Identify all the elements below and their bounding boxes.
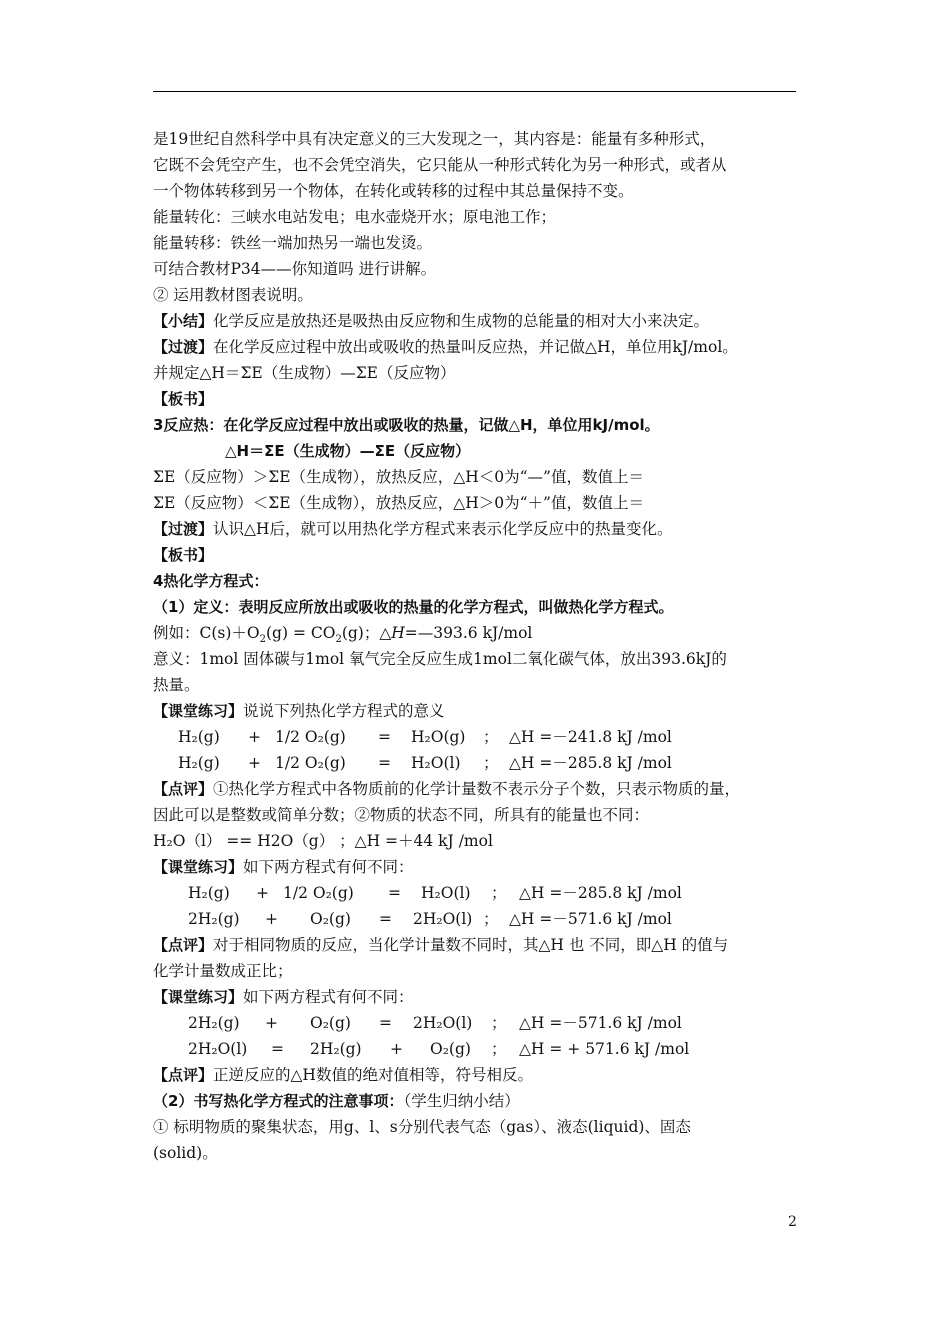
example-line: 例如：$C(s)+O_2(g) = CO_2(g)$；△H=—393.6 kJ/mol (153, 624, 533, 646)
paragraph-line: ΣE（反应物）＜ΣE（生成物），放热反应，△H＞0为“＋”值，数值上＝ (153, 494, 644, 512)
equation-row: 2H₂O(l) = 2H₂(g) + O₂(g) ； △H = + 571.6 kJ /mol (188, 1040, 690, 1058)
section-tag: 【点评】 (153, 1066, 214, 1084)
section-tag: 【小结】 (153, 312, 214, 330)
paragraph-line: ① 标明物质的聚集状态，用g、l、s分别代表气态（gas）、液态(liquid)、固态 (153, 1118, 691, 1136)
summary-line: 【小结】化学反应是放热还是吸热由反应物和生成物的总能量的相对大小来决定。 (153, 312, 710, 330)
heading-reaction-heat: 3反应热：在化学反应过程中放出或吸收的热量，记做△H，单位用kJ/mol。 (153, 416, 660, 434)
section-tag: 【板书】 (153, 546, 214, 564)
section-tag: 【点评】 (153, 936, 214, 954)
section-tag: 【课堂练习】 (153, 988, 244, 1006)
definition-line: （1）定义：表明反应所放出或吸收的热量的化学方程式，叫做热化学方程式。 (153, 598, 674, 616)
paragraph-line: 可结合教材P34——你知道吗 进行讲解。 (153, 260, 437, 278)
section-tag: 【过渡】 (153, 520, 214, 538)
equation-row: H₂(g) + 1/2 O₂(g) = H₂O(l) ； △H =－285.8 kJ /mol (178, 754, 672, 772)
paragraph-line: 化学计量数成正比； (153, 962, 293, 980)
transition-line: 【过渡】认识△H后，就可以用热化学方程式来表示化学反应中的热量变化。 (153, 520, 673, 538)
section-tag: 【课堂练习】 (153, 702, 244, 720)
document-body (153, 126, 803, 1166)
section-tag: 【过渡】 (153, 338, 214, 356)
heading-thermo-equation: 4热化学方程式： (153, 572, 269, 590)
paragraph-line: ΣE（反应物）＞ΣE（生成物），放热反应，△H＜0为“—”值，数值上＝ (153, 468, 644, 486)
exercise-line: 【课堂练习】如下两方程式有何不同： (153, 858, 414, 876)
paragraph-line: 一个物体转移到另一个物体，在转化或转移的过程中其总量保持不变。 (153, 182, 634, 200)
exercise-line: 【课堂练习】如下两方程式有何不同： (153, 988, 414, 1006)
paragraph-line: 因此可以是整数或简单分数；②物质的状态不同，所具有的能量也不同： (153, 806, 650, 824)
comment-line: 【点评】正逆反应的△H数值的绝对值相等，符号相反。 (153, 1066, 533, 1084)
comment-line: 【点评】对于相同物质的反应，当化学计量数不同时，其△H 也 不同，即△H 的值与 (153, 936, 729, 954)
paragraph-line: 意义：1mol 固体碳与1mol 氧气完全反应生成1mol二氧化碳气体，放出393.6kJ的 (153, 650, 727, 668)
paragraph-line: (solid)。 (153, 1144, 218, 1162)
paragraph-line: 它既不会凭空产生，也不会凭空消失，它只能从一种形式转化为另一种形式，或者从 (153, 156, 727, 174)
equation-line: H₂O（l） == H2O（g） ；△H =＋44 kJ /mol (153, 832, 493, 850)
transition-line: 【过渡】在化学反应过程中放出或吸收的热量叫反应热，并记做△H，单位用kJ/mol。 (153, 338, 738, 356)
section-tag: 【板书】 (153, 390, 214, 408)
equation-row: H₂(g) + 1/2 O₂(g) = H₂O(l) ； △H =－285.8 kJ /mol (188, 884, 682, 902)
paragraph-line: 并规定△H＝ΣE（生成物）—ΣE（反应物） (153, 364, 456, 382)
notes-heading: （2）书写热化学方程式的注意事项：（学生归纳小结） (153, 1092, 520, 1110)
section-tag: 【课堂练习】 (153, 858, 244, 876)
header-rule (153, 91, 796, 92)
paragraph-line: 能量转移：铁丝一端加热另一端也发烫。 (153, 234, 433, 252)
comment-line: 【点评】①热化学方程式中各物质前的化学计量数不表示分子个数，只表示物质的量， (153, 780, 741, 798)
paragraph-line: ② 运用教材图表说明。 (153, 286, 313, 304)
equation-row: 2H₂(g) + O₂(g) = 2H₂O(l) ； △H =－571.6 kJ /mol (188, 910, 672, 928)
paragraph-line: 热量。 (153, 676, 200, 694)
formula-line: △H＝ΣE（生成物）—ΣE（反应物） (225, 442, 471, 460)
exercise-line: 【课堂练习】说说下列热化学方程式的意义 (153, 702, 445, 720)
page-number: 2 (788, 1214, 797, 1230)
paragraph-line: 是19世纪自然科学中具有决定意义的三大发现之一，其内容是：能量有多种形式， (153, 130, 716, 148)
paragraph-line: 能量转化：三峡水电站发电；电水壶烧开水；原电池工作； (153, 208, 557, 226)
equation-row: 2H₂(g) + O₂(g) = 2H₂O(l) ； △H =－571.6 kJ /mol (188, 1014, 682, 1032)
equation-row: H₂(g) + 1/2 O₂(g) = H₂O(g) ； △H =－241.8 kJ /mol (178, 728, 672, 746)
section-tag: 【点评】 (153, 780, 214, 798)
